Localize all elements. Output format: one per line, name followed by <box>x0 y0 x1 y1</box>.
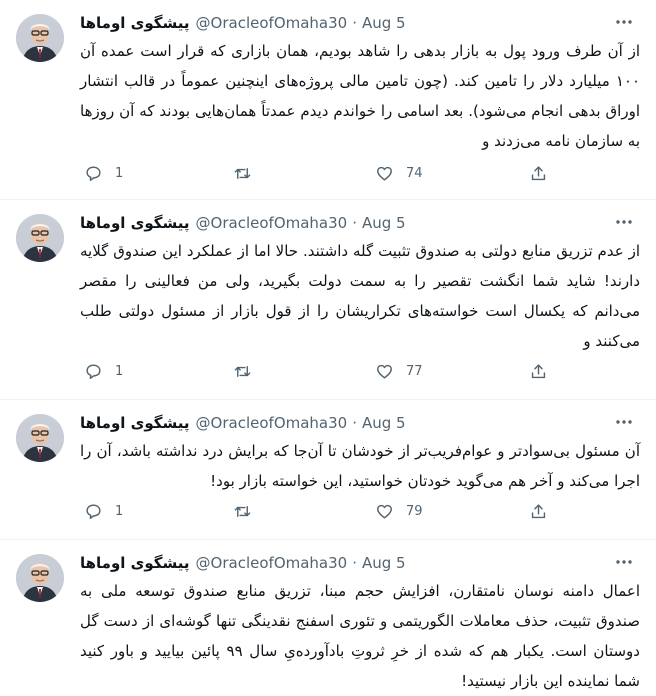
separator-dot: · <box>352 214 357 232</box>
separator-dot: · <box>352 554 357 572</box>
tweet-date[interactable]: Aug 5 <box>362 14 406 32</box>
reply-button[interactable] <box>84 164 123 183</box>
share-button[interactable] <box>529 502 548 521</box>
retweet-icon <box>233 164 252 183</box>
like-button[interactable] <box>375 362 423 381</box>
retweet-icon <box>233 502 252 521</box>
heart-icon <box>375 502 394 521</box>
tweet-header <box>80 552 406 574</box>
tweet[interactable] <box>0 0 656 200</box>
tweet[interactable] <box>0 540 656 692</box>
reply-count: 1 <box>115 166 124 181</box>
more-options-icon[interactable] <box>614 12 634 32</box>
tweet-text: اعمال دامنه نوسان نامتقارن، افزایش حجم مبنا، تزریق منابع صندوق توسعه ملی به صندوق تثبیت، حذف معاملات الگوریتمی و تئوری اسفنج نقدینگی تنها گوشه‌ای از دست گل دوستان است. یکبار هم که شده از خرِ ثروتِ بادآورده‌یِ سال ۹۹ پائین بیایید و باور کنید شما نماینده این بازار نیستید! <box>80 582 640 690</box>
reply-icon <box>84 164 103 183</box>
avatar[interactable] <box>16 14 64 62</box>
avatar[interactable] <box>16 414 64 462</box>
avatar[interactable] <box>16 214 64 262</box>
separator-dot: · <box>352 14 357 32</box>
tweet-actions <box>80 164 560 186</box>
share-button[interactable] <box>529 362 548 381</box>
display-name[interactable]: پیشگوی اوماها <box>80 214 190 232</box>
avatar[interactable] <box>16 554 64 602</box>
tweet-text: آن مسئول بی‌سوادتر و عوام‌فریب‌تر از خودشان تا آن‌جا که برایش درد نداشته باشد، آن را اجرا می‌کند و آخر هم می‌گوید خودتان خواستید، این خواسته بازار بود! <box>80 442 640 490</box>
reply-icon <box>84 362 103 381</box>
reply-button[interactable] <box>84 502 123 521</box>
tweet-date[interactable]: Aug 5 <box>362 554 406 572</box>
reply-count: 1 <box>115 364 124 379</box>
retweet-button[interactable] <box>233 362 264 381</box>
separator-dot: · <box>352 414 357 432</box>
more-options-icon[interactable] <box>614 412 634 432</box>
share-button[interactable] <box>529 164 548 183</box>
like-count: 79 <box>406 504 423 519</box>
retweet-button[interactable] <box>233 164 264 183</box>
user-handle[interactable]: @OracleofOmaha30 <box>195 14 348 32</box>
user-handle[interactable]: @OracleofOmaha30 <box>195 414 348 432</box>
like-button[interactable] <box>375 164 423 183</box>
reply-count: 1 <box>115 504 124 519</box>
heart-icon <box>375 362 394 381</box>
tweet-header <box>80 212 406 234</box>
display-name[interactable]: پیشگوی اوماها <box>80 554 190 572</box>
like-count: 74 <box>406 166 423 181</box>
tweet-actions <box>80 362 560 384</box>
share-icon <box>529 164 548 183</box>
tweet-actions <box>80 502 560 524</box>
like-button[interactable] <box>375 502 423 521</box>
heart-icon <box>375 164 394 183</box>
tweet[interactable] <box>0 400 656 540</box>
reply-button[interactable] <box>84 362 123 381</box>
user-handle[interactable]: @OracleofOmaha30 <box>195 214 348 232</box>
tweet-text: از آن طرف ورود پول به بازار بدهی را شاهد بودیم، همان بازاری که قرار است عمده آن ۱۰۰ میلیارد دلار را تامین کند. (چون تامین مالی پروژه‌های اینچنین عموماً در قالب انتشار اوراق بدهی انجام می‌شود). بعد اسامی را خواندم دیدم عمدتاً همان‌هایی بودند که آن روزها به سازمان نامه می‌زدند و <box>80 42 640 150</box>
tweet[interactable] <box>0 200 656 400</box>
reply-icon <box>84 502 103 521</box>
display-name[interactable]: پیشگوی اوماها <box>80 14 190 32</box>
share-icon <box>529 362 548 381</box>
tweet-text: از عدم تزریق منابع دولتی به صندوق تثبیت گله داشتند. حالا اما از عملکرد این صندوق گلایه دارند! شاید شما انگشت تقصیر را به سمت دولت بگیرید، ولی من فعالینی را مقصر می‌دانم که یکسال است خواسته‌های تکراریشان را از قول بازار از مسئول دولتی طلب می‌کنند و <box>80 242 640 350</box>
like-count: 77 <box>406 364 423 379</box>
retweet-icon <box>233 362 252 381</box>
tweet-date[interactable]: Aug 5 <box>362 414 406 432</box>
more-options-icon[interactable] <box>614 212 634 232</box>
user-handle[interactable]: @OracleofOmaha30 <box>195 554 348 572</box>
more-options-icon[interactable] <box>614 552 634 572</box>
tweet-header <box>80 412 406 434</box>
tweet-date[interactable]: Aug 5 <box>362 214 406 232</box>
tweet-header <box>80 12 406 34</box>
display-name[interactable]: پیشگوی اوماها <box>80 414 190 432</box>
retweet-button[interactable] <box>233 502 264 521</box>
share-icon <box>529 502 548 521</box>
